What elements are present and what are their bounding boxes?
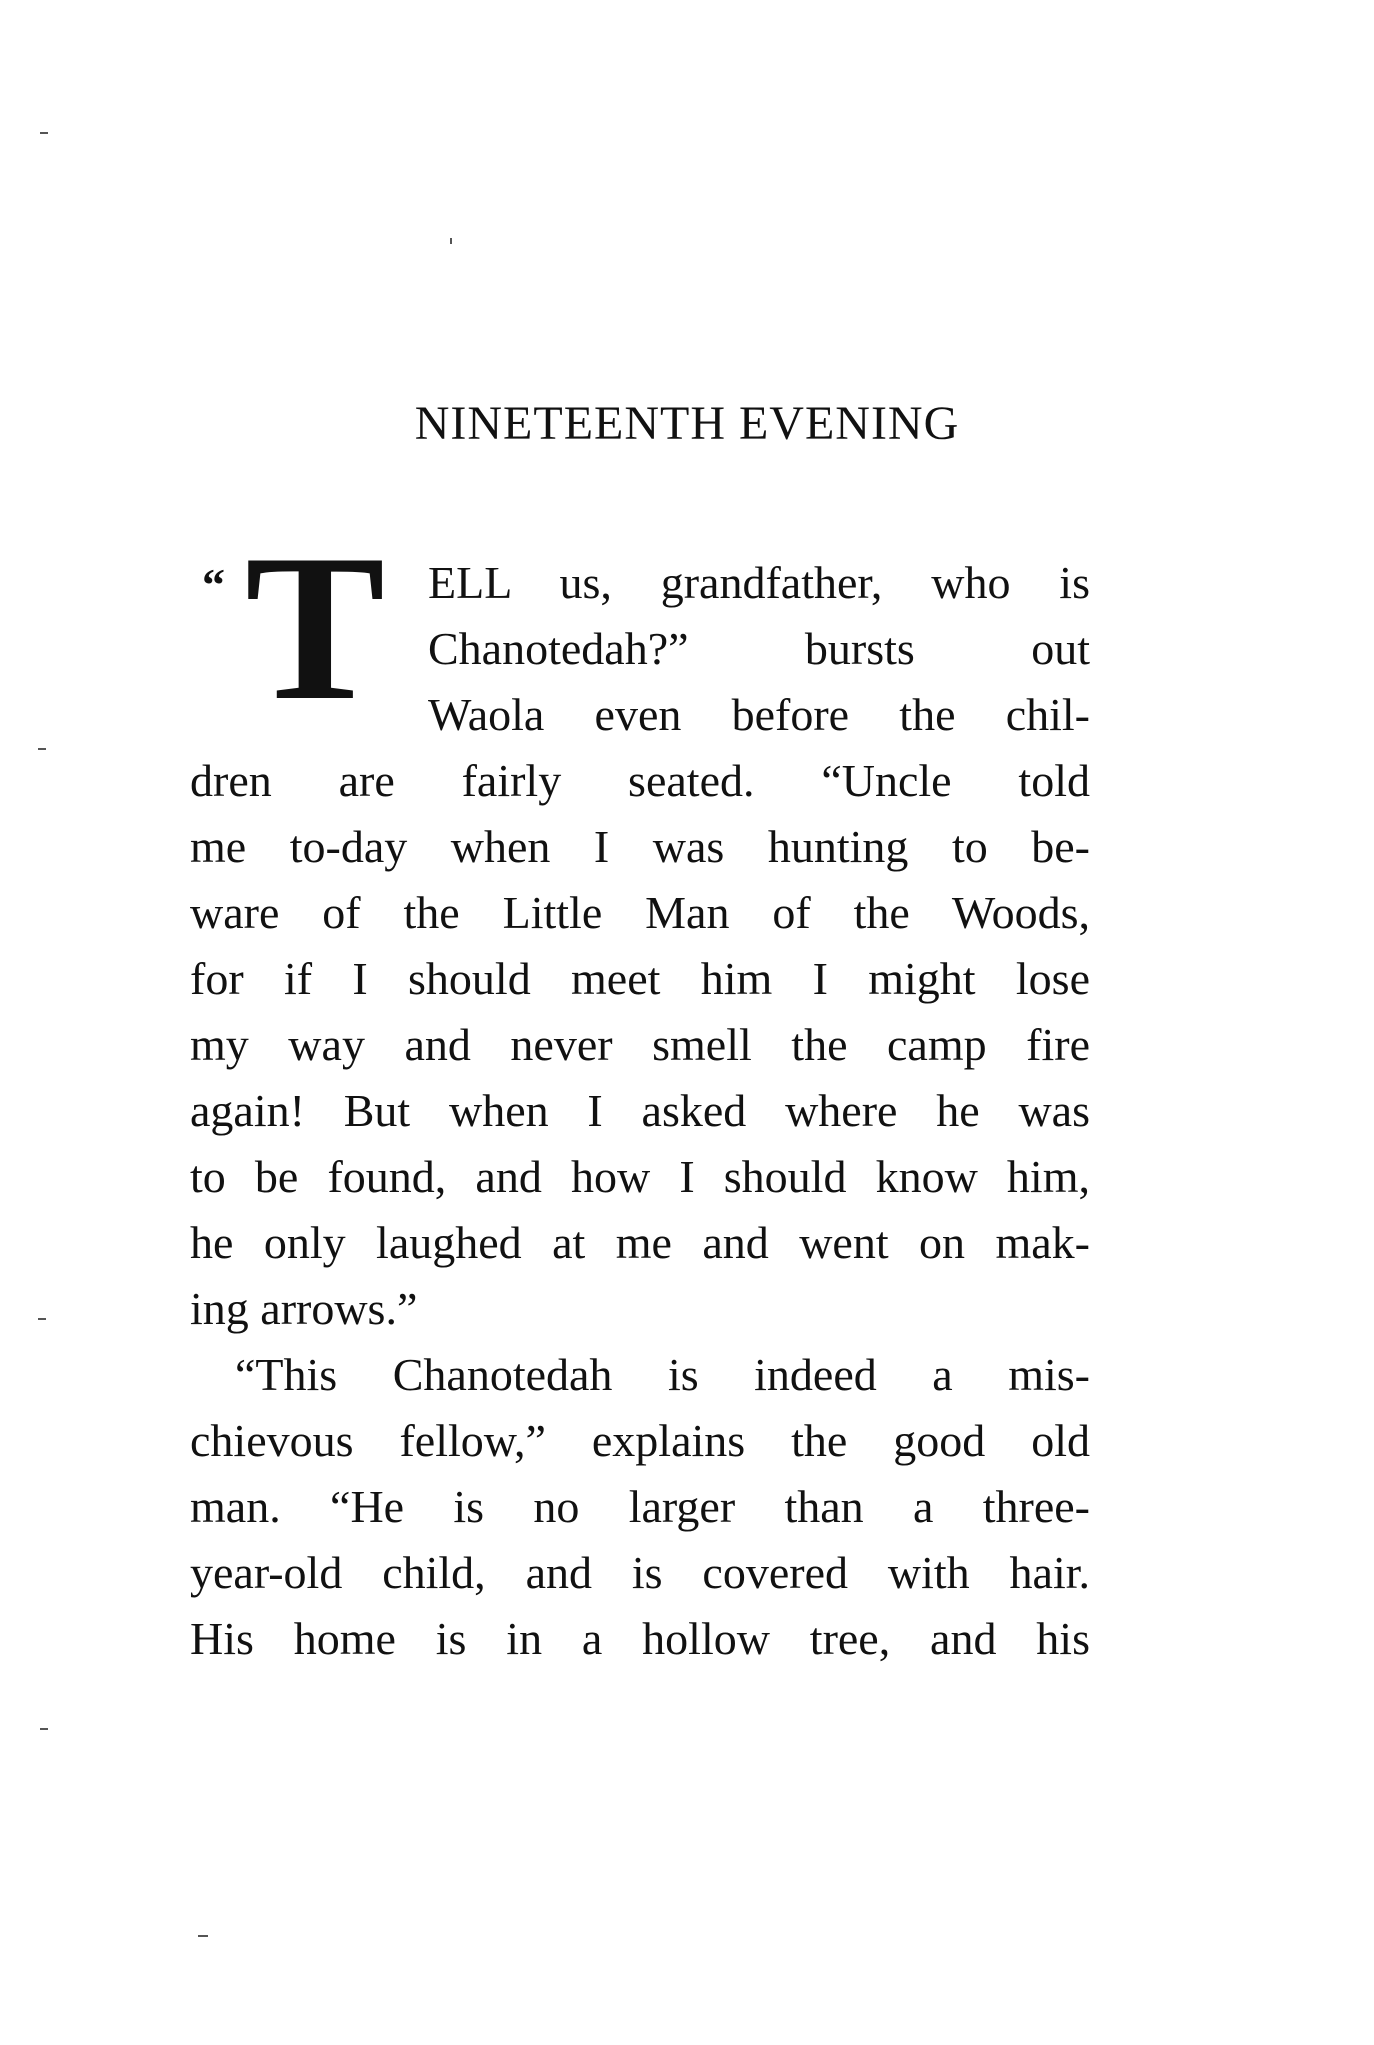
text-line: dren are fairly seated. “Uncle told [190, 755, 1090, 806]
text-line: ELL us, grandfather, who is [428, 557, 1090, 608]
scan-speck [450, 238, 452, 244]
text-line: to be found, and how I should know him, [190, 1151, 1090, 1202]
scan-speck [40, 132, 48, 134]
text-line: ing arrows.” [190, 1283, 418, 1334]
text-line: Waola even before the chil- [428, 689, 1090, 740]
drop-cap-letter: T [245, 512, 386, 744]
text-line: again! But when I asked where he was [190, 1085, 1090, 1136]
text-line: Chanotedah?” bursts out [428, 623, 1090, 674]
text-line: man. “He is no larger than a three- [190, 1481, 1090, 1532]
text-line: me to-day when I was hunting to be- [190, 821, 1090, 872]
text-line: His home is in a hollow tree, and his [190, 1613, 1090, 1664]
scan-speck [38, 1318, 46, 1320]
chapter-heading: NINETEENTH EVENING [414, 397, 960, 450]
text-line: “This Chanotedah is indeed a mis- [235, 1349, 1090, 1400]
text-line: chievous fellow,” explains the good old [190, 1415, 1090, 1466]
text-line: year-old child, and is covered with hair. [190, 1547, 1090, 1598]
opening-quote-mark: “ [202, 559, 225, 610]
scan-speck [198, 1935, 208, 1937]
scan-speck [40, 1728, 48, 1730]
text-line: ware of the Little Man of the Woods, [190, 887, 1090, 938]
text-line: he only laughed at me and went on mak- [190, 1217, 1090, 1268]
scan-speck [38, 748, 46, 750]
text-line: my way and never smell the camp fire [190, 1019, 1090, 1070]
text-line: for if I should meet him I might lose [190, 953, 1090, 1004]
